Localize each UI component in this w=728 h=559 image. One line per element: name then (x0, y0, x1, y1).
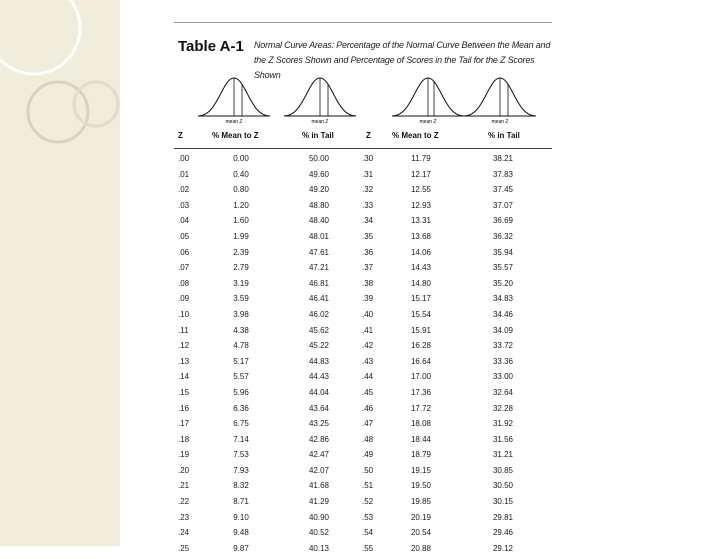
cell-in-tail-left: 42.07 (308, 465, 330, 475)
table-row (166, 481, 554, 497)
decorative-rings (0, 0, 130, 200)
cell-mean-to-z-right: 14.06 (410, 247, 432, 257)
cell-z-left: .25 (178, 543, 190, 553)
curve-label-4: mean Z (491, 119, 509, 124)
cell-in-tail-right: 33.72 (492, 341, 514, 351)
table-row (166, 294, 554, 310)
header-mean-to-z-right: % Mean to Z (392, 131, 439, 140)
cell-in-tail-left: 49.20 (308, 185, 330, 195)
cell-mean-to-z-right: 12.55 (410, 185, 432, 195)
header-in-tail-right: % in Tail (488, 131, 520, 140)
cell-in-tail-right: 37.45 (492, 185, 514, 195)
cell-in-tail-right: 31.56 (492, 434, 514, 444)
cell-mean-to-z-right: 19.85 (410, 497, 432, 507)
cell-z-right: .36 (362, 247, 374, 257)
cell-mean-to-z-left: 9.48 (233, 528, 249, 538)
cell-z-right: .41 (362, 325, 374, 335)
cell-mean-to-z-left: 1.60 (233, 216, 249, 226)
curve-tail-2 (464, 78, 536, 124)
cell-z-left: .21 (178, 481, 190, 491)
cell-mean-to-z-right: 19.15 (410, 465, 432, 475)
cell-z-left: .23 (178, 512, 190, 522)
cell-mean-to-z-right: 14.80 (410, 278, 432, 288)
cell-in-tail-left: 44.83 (308, 356, 330, 366)
cell-in-tail-left: 44.04 (308, 387, 330, 397)
cell-z-right: .33 (362, 200, 374, 210)
table-row (166, 372, 554, 388)
header-rule (174, 148, 552, 149)
curve-label-2: mean Z (311, 119, 329, 124)
cell-in-tail-right: 29.81 (492, 512, 514, 522)
cell-z-right: .54 (362, 528, 374, 538)
cell-in-tail-left: 40.13 (308, 543, 330, 553)
cell-mean-to-z-left: 5.57 (233, 372, 249, 382)
cell-mean-to-z-right: 17.36 (410, 387, 432, 397)
cell-mean-to-z-right: 20.88 (410, 543, 432, 553)
header-z-right: Z (366, 131, 371, 140)
cell-mean-to-z-left: 0.80 (233, 185, 249, 195)
cell-in-tail-right: 38.21 (492, 154, 514, 163)
table-row (166, 513, 554, 529)
cell-z-right: .32 (362, 185, 374, 195)
cell-z-left: .22 (178, 497, 190, 507)
cell-mean-to-z-right: 17.72 (410, 403, 432, 413)
cell-z-right: .47 (362, 419, 374, 429)
cell-z-right: .43 (362, 356, 374, 366)
cell-in-tail-left: 45.22 (308, 341, 330, 351)
cell-mean-to-z-left: 7.93 (233, 465, 249, 475)
cell-mean-to-z-left: 8.32 (233, 481, 249, 491)
header-in-tail-left: % in Tail (302, 131, 334, 140)
header-mean-to-z-left: % Mean to Z (212, 131, 259, 140)
cell-mean-to-z-right: 13.31 (410, 216, 432, 226)
cell-mean-to-z-right: 17.00 (410, 372, 432, 382)
cell-mean-to-z-right: 12.93 (410, 200, 432, 210)
curve-mean-to-z-1 (198, 78, 270, 124)
cell-z-left: .13 (178, 356, 190, 366)
cell-z-left: .16 (178, 403, 190, 413)
cell-mean-to-z-right: 12.17 (410, 169, 432, 179)
cell-in-tail-right: 37.83 (492, 169, 514, 179)
cell-z-left: .07 (178, 263, 190, 273)
cell-z-right: .52 (362, 497, 374, 507)
cell-in-tail-left: 45.62 (308, 325, 330, 335)
cell-mean-to-z-left: 5.17 (233, 356, 249, 366)
cell-mean-to-z-right: 15.91 (410, 325, 432, 335)
curve-label-3: mean Z (419, 119, 437, 124)
cell-z-right: .37 (362, 263, 374, 273)
table-row (166, 544, 554, 559)
cell-z-right: .38 (362, 278, 374, 288)
table-row (166, 232, 554, 248)
cell-in-tail-right: 34.09 (492, 325, 514, 335)
cell-mean-to-z-left: 4.38 (233, 325, 249, 335)
cell-z-right: .39 (362, 294, 374, 304)
cell-z-right: .44 (362, 372, 374, 382)
cell-in-tail-left: 46.41 (308, 294, 330, 304)
normal-curve-table-page (166, 22, 554, 553)
cell-in-tail-left: 50.00 (308, 154, 330, 163)
cell-mean-to-z-left: 3.98 (233, 309, 249, 319)
cell-in-tail-left: 48.01 (308, 231, 330, 241)
cell-in-tail-right: 33.36 (492, 356, 514, 366)
cell-z-left: .09 (178, 294, 190, 304)
cell-in-tail-left: 42.47 (308, 450, 330, 460)
cell-z-right: .35 (362, 231, 374, 241)
cell-in-tail-right: 32.28 (492, 403, 514, 413)
table-row (166, 357, 554, 373)
cell-in-tail-right: 35.57 (492, 263, 514, 273)
cell-z-left: .12 (178, 341, 190, 351)
cell-mean-to-z-left: 2.39 (233, 247, 249, 257)
cell-mean-to-z-right: 18.08 (410, 419, 432, 429)
cell-z-left: .03 (178, 200, 190, 210)
cell-z-right: .40 (362, 309, 374, 319)
cell-mean-to-z-right: 20.19 (410, 512, 432, 522)
cell-z-left: .15 (178, 387, 190, 397)
cell-in-tail-right: 29.46 (492, 528, 514, 538)
cell-in-tail-right: 30.85 (492, 465, 514, 475)
table-row (166, 435, 554, 451)
table-row (166, 185, 554, 201)
cell-mean-to-z-left: 8.71 (233, 497, 249, 507)
table-row (166, 310, 554, 326)
table-row (166, 279, 554, 295)
table-row (166, 326, 554, 342)
cell-mean-to-z-right: 15.17 (410, 294, 432, 304)
cell-z-right: .42 (362, 341, 374, 351)
cell-in-tail-right: 34.46 (492, 309, 514, 319)
cell-in-tail-right: 29.12 (492, 543, 514, 553)
cell-mean-to-z-left: 1.99 (233, 231, 249, 241)
cell-z-right: .53 (362, 512, 374, 522)
table-caption: Normal Curve Areas: Percentage of the Normal Curve Between the Mean and the Z Scores Shown and Percentage of Scores in the Tail for the Z Scores Shown (254, 40, 551, 80)
cell-z-left: .19 (178, 450, 190, 460)
cell-mean-to-z-right: 18.44 (410, 434, 432, 444)
cell-mean-to-z-left: 0.00 (233, 154, 249, 163)
cell-mean-to-z-left: 5.96 (233, 387, 249, 397)
cell-in-tail-right: 36.69 (492, 216, 514, 226)
cell-z-right: .45 (362, 387, 374, 397)
cell-z-right: .30 (362, 154, 374, 163)
cell-z-right: .46 (362, 403, 374, 413)
cell-in-tail-right: 34.83 (492, 294, 514, 304)
table-row (166, 201, 554, 217)
cell-z-left: .20 (178, 465, 190, 475)
cell-in-tail-left: 40.90 (308, 512, 330, 522)
cell-z-right: .51 (362, 481, 374, 491)
cell-in-tail-right: 30.50 (492, 481, 514, 491)
cell-z-left: .17 (178, 419, 190, 429)
table-row (166, 388, 554, 404)
cell-mean-to-z-left: 9.87 (233, 543, 249, 553)
cell-z-right: .34 (362, 216, 374, 226)
cell-in-tail-right: 37.07 (492, 200, 514, 210)
cell-in-tail-left: 41.29 (308, 497, 330, 507)
cell-mean-to-z-right: 16.28 (410, 341, 432, 351)
cell-mean-to-z-left: 7.53 (233, 450, 249, 460)
cell-in-tail-left: 40.52 (308, 528, 330, 538)
cell-in-tail-right: 35.20 (492, 278, 514, 288)
cell-in-tail-left: 49.60 (308, 169, 330, 179)
cell-in-tail-right: 31.92 (492, 419, 514, 429)
curve-label-1: mean Z (225, 119, 243, 124)
cell-mean-to-z-left: 3.19 (233, 278, 249, 288)
table-row (166, 154, 554, 170)
cell-in-tail-left: 44.43 (308, 372, 330, 382)
cell-in-tail-left: 43.25 (308, 419, 330, 429)
cell-mean-to-z-left: 3.59 (233, 294, 249, 304)
cell-mean-to-z-right: 14.43 (410, 263, 432, 273)
curve-tail-1 (392, 78, 464, 124)
cell-mean-to-z-left: 6.75 (233, 419, 249, 429)
table-row (166, 404, 554, 420)
header-z-left: Z (178, 131, 183, 140)
table-row (166, 263, 554, 279)
table-body (166, 154, 554, 559)
cell-mean-to-z-right: 18.79 (410, 450, 432, 460)
cell-z-right: .49 (362, 450, 374, 460)
cell-z-right: .55 (362, 543, 374, 553)
table-row (166, 528, 554, 544)
cell-mean-to-z-right: 19.50 (410, 481, 432, 491)
cell-z-left: .01 (178, 169, 190, 179)
cell-in-tail-right: 36.32 (492, 231, 514, 241)
cell-mean-to-z-left: 7.14 (233, 434, 249, 444)
cell-z-left: .10 (178, 309, 190, 319)
cell-z-right: .31 (362, 169, 374, 179)
cell-z-left: .05 (178, 231, 190, 241)
table-row (166, 466, 554, 482)
cell-z-left: .02 (178, 185, 190, 195)
cell-in-tail-left: 41.68 (308, 481, 330, 491)
cell-mean-to-z-right: 13.68 (410, 231, 432, 241)
cell-in-tail-right: 33.00 (492, 372, 514, 382)
cell-z-left: .11 (178, 325, 189, 335)
cell-in-tail-right: 35.94 (492, 247, 514, 257)
cell-z-left: .14 (178, 372, 190, 382)
cell-z-left: .08 (178, 278, 190, 288)
cell-in-tail-left: 46.81 (308, 278, 330, 288)
cell-mean-to-z-left: 4.78 (233, 341, 249, 351)
cell-mean-to-z-right: 15.54 (410, 309, 432, 319)
cell-in-tail-left: 47.61 (308, 247, 330, 257)
curve-mean-to-z-2 (284, 78, 356, 124)
cell-mean-to-z-right: 16.64 (410, 356, 432, 366)
cell-mean-to-z-left: 1.20 (233, 200, 249, 210)
cell-in-tail-left: 43.64 (308, 403, 330, 413)
table-row (166, 170, 554, 186)
cell-in-tail-left: 48.40 (308, 216, 330, 226)
cell-z-left: .18 (178, 434, 190, 444)
cell-in-tail-right: 30.15 (492, 497, 514, 507)
cell-z-left: .06 (178, 247, 190, 257)
table-row (166, 341, 554, 357)
cell-mean-to-z-right: 11.79 (411, 154, 431, 163)
cell-in-tail-left: 46.02 (308, 309, 330, 319)
table-row (166, 419, 554, 435)
table-row (166, 216, 554, 232)
table-row (166, 248, 554, 264)
cell-z-right: .48 (362, 434, 374, 444)
cell-in-tail-left: 42.86 (308, 434, 330, 444)
normal-curve-illustrations (196, 74, 536, 124)
cell-mean-to-z-left: 6.36 (233, 403, 249, 413)
cell-mean-to-z-left: 9.10 (233, 512, 249, 522)
cell-in-tail-right: 32.64 (492, 387, 514, 397)
table-row (166, 497, 554, 513)
cell-in-tail-right: 31.21 (492, 450, 514, 460)
table-label: Table A-1 (178, 38, 244, 55)
cell-z-right: .50 (362, 465, 374, 475)
cell-z-left: .24 (178, 528, 190, 538)
cell-mean-to-z-left: 0.40 (233, 169, 249, 179)
cell-z-left: .04 (178, 216, 190, 226)
cell-in-tail-left: 48.80 (308, 200, 330, 210)
table-row (166, 450, 554, 466)
cell-mean-to-z-left: 2.79 (233, 263, 249, 273)
cell-z-left: .00 (178, 154, 190, 163)
cell-in-tail-left: 47.21 (308, 263, 330, 273)
cell-mean-to-z-right: 20.54 (410, 528, 432, 538)
top-rule (174, 22, 552, 23)
